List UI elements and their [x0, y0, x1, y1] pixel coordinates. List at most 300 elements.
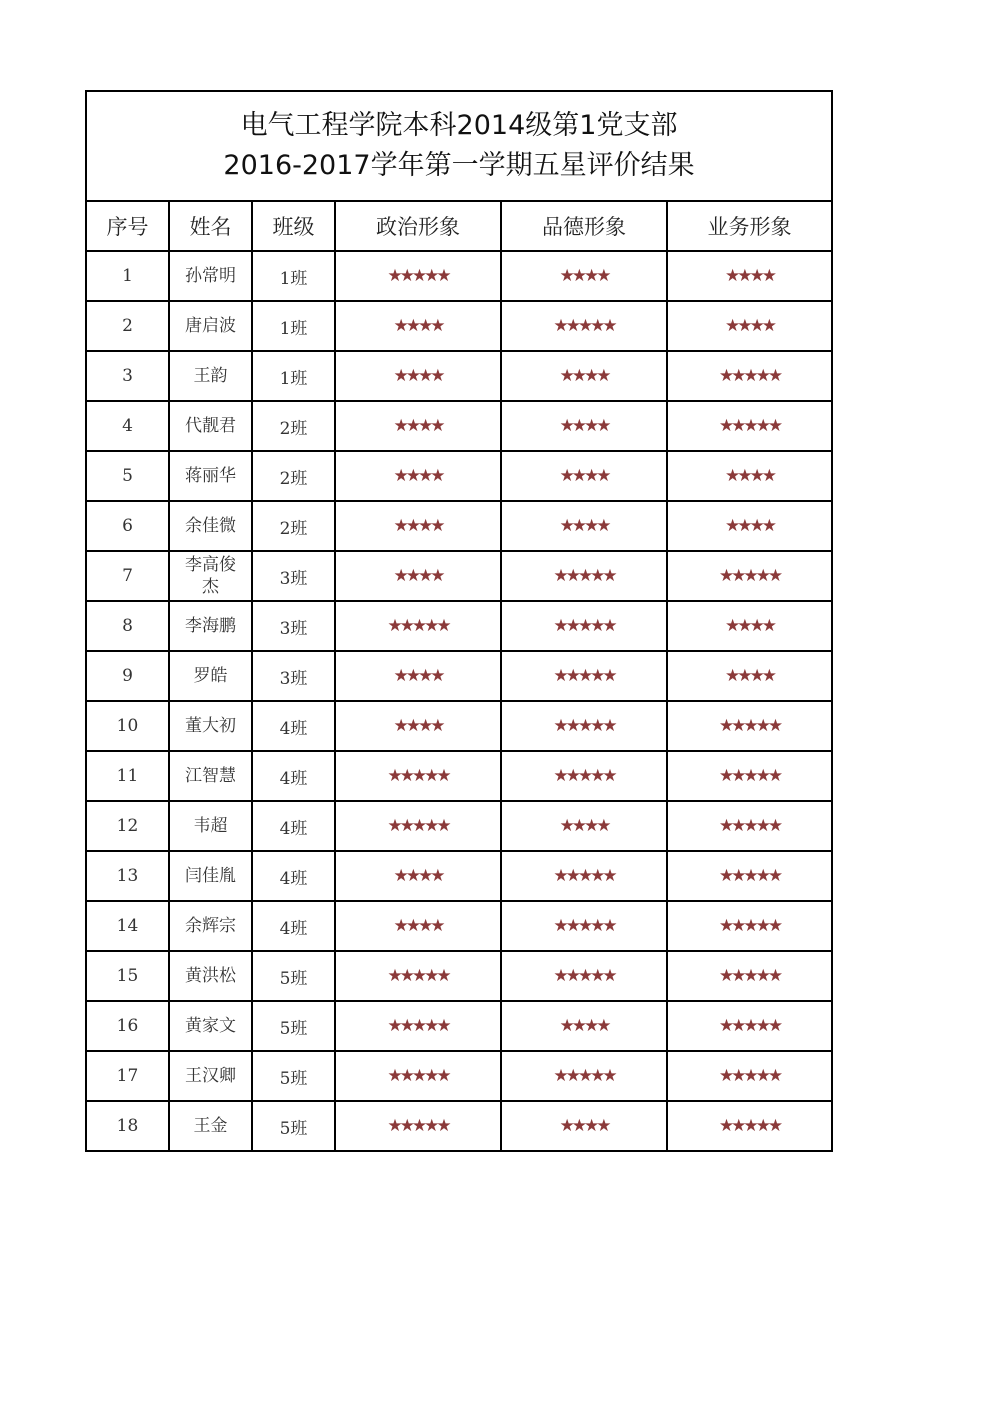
cell-name: 王韵: [169, 351, 252, 401]
cell-political-stars: [335, 801, 501, 851]
star-icon: ★: [565, 966, 578, 986]
star-icon: ★: [436, 766, 449, 786]
star-icon: ★: [387, 966, 400, 986]
header-class: 班级: [252, 201, 335, 251]
star-icon: ★: [602, 966, 615, 986]
star-icon: ★: [749, 666, 762, 686]
star-icon: ★: [436, 1066, 449, 1086]
cell-name: 代靓君: [169, 401, 252, 451]
cell-name: 余佳微: [169, 501, 252, 551]
cell-class: 5班: [252, 1051, 335, 1101]
header-row: [86, 201, 832, 251]
cell-moral-stars: [501, 1101, 667, 1151]
cell-name: 闫佳胤: [169, 851, 252, 901]
star-icon: ★: [424, 1116, 437, 1136]
star-icon: ★: [718, 1066, 732, 1086]
star-icon: ★: [725, 266, 738, 286]
star-icon: ★: [761, 266, 774, 286]
star-icon: ★: [743, 566, 756, 586]
cell-political-stars: [335, 1101, 501, 1151]
star-icon: ★: [602, 866, 615, 886]
star-icon: ★: [553, 716, 566, 736]
cell-work-stars: [667, 851, 832, 901]
star-icon: ★: [399, 616, 412, 636]
star-icon: ★: [577, 766, 591, 786]
star-icon: ★: [718, 366, 732, 386]
star-icon: ★: [418, 516, 431, 536]
cell-number: 18: [86, 1101, 169, 1151]
cell-work-stars: [667, 1001, 832, 1051]
cell-political-stars: [335, 301, 501, 351]
star-icon: ★: [749, 516, 762, 536]
star-icon: ★: [571, 416, 584, 436]
cell-work-stars: [667, 301, 832, 351]
cell-name: 余辉宗: [169, 901, 252, 951]
cell-number: 5: [86, 451, 169, 501]
table-row: [86, 551, 832, 601]
star-icon: ★: [596, 1116, 609, 1136]
star-icon: ★: [602, 616, 615, 636]
star-icon: ★: [602, 316, 615, 336]
star-icon: ★: [424, 1016, 437, 1036]
star-icon: ★: [571, 466, 584, 486]
cell-name: 黄洪松: [169, 951, 252, 1001]
star-icon: ★: [436, 616, 449, 636]
star-icon: ★: [725, 516, 738, 536]
star-icon: ★: [577, 316, 591, 336]
star-icon: ★: [725, 616, 738, 636]
table-row: [86, 801, 832, 851]
cell-name: 孙常明: [169, 251, 252, 301]
star-icon: ★: [393, 916, 406, 936]
header-number: 序号: [86, 201, 169, 251]
star-icon: ★: [743, 1066, 756, 1086]
title-line-1: 电气工程学院本科2014级第1党支部: [240, 110, 678, 141]
star-icon: ★: [761, 466, 774, 486]
star-icon: ★: [767, 416, 781, 436]
star-icon: ★: [565, 766, 578, 786]
cell-political-stars: [335, 951, 501, 1001]
star-icon: ★: [767, 716, 781, 736]
table-row: [86, 951, 832, 1001]
cell-work-stars: [667, 551, 832, 601]
cell-class: 5班: [252, 951, 335, 1001]
star-icon: ★: [565, 616, 578, 636]
star-icon: ★: [565, 666, 578, 686]
cell-moral-stars: [501, 551, 667, 601]
cell-number: 17: [86, 1051, 169, 1101]
star-icon: ★: [731, 566, 744, 586]
star-icon: ★: [761, 616, 774, 636]
star-icon: ★: [577, 566, 591, 586]
star-icon: ★: [755, 716, 768, 736]
cell-class: 3班: [252, 651, 335, 701]
star-icon: ★: [399, 1016, 412, 1036]
cell-number: 16: [86, 1001, 169, 1051]
table-title: [86, 91, 832, 201]
star-icon: ★: [737, 666, 750, 686]
star-icon: ★: [553, 866, 566, 886]
cell-moral-stars: [501, 901, 667, 951]
star-icon: ★: [411, 766, 425, 786]
star-icon: ★: [590, 616, 603, 636]
star-icon: ★: [718, 1116, 732, 1136]
cell-moral-stars: [501, 651, 667, 701]
star-icon: ★: [571, 516, 584, 536]
star-icon: ★: [590, 566, 603, 586]
star-icon: ★: [405, 566, 418, 586]
star-icon: ★: [571, 816, 584, 836]
star-icon: ★: [430, 666, 443, 686]
star-icon: ★: [387, 816, 400, 836]
table-body: [86, 251, 832, 1151]
star-icon: ★: [418, 666, 431, 686]
star-icon: ★: [393, 466, 406, 486]
star-icon: ★: [393, 666, 406, 686]
table-row: [86, 301, 832, 351]
star-icon: ★: [584, 1116, 597, 1136]
cell-class: 4班: [252, 851, 335, 901]
star-icon: ★: [590, 716, 603, 736]
cell-political-stars: [335, 851, 501, 901]
star-icon: ★: [436, 816, 449, 836]
cell-name: 董大初: [169, 701, 252, 751]
star-icon: ★: [405, 666, 418, 686]
star-icon: ★: [436, 1016, 449, 1036]
table-row: [86, 851, 832, 901]
star-icon: ★: [571, 1116, 584, 1136]
star-icon: ★: [602, 1066, 615, 1086]
star-icon: ★: [571, 266, 584, 286]
star-icon: ★: [596, 266, 609, 286]
table-row: [86, 451, 832, 501]
star-icon: ★: [767, 816, 781, 836]
star-icon: ★: [755, 366, 768, 386]
cell-number: 8: [86, 601, 169, 651]
star-icon: ★: [430, 516, 443, 536]
star-icon: ★: [590, 666, 603, 686]
star-icon: ★: [755, 1116, 768, 1136]
star-icon: ★: [418, 366, 431, 386]
cell-number: 1: [86, 251, 169, 301]
star-icon: ★: [424, 966, 437, 986]
star-icon: ★: [718, 716, 732, 736]
star-icon: ★: [596, 366, 609, 386]
star-icon: ★: [418, 466, 431, 486]
cell-moral-stars: [501, 401, 667, 451]
cell-class: 4班: [252, 801, 335, 851]
table-row: [86, 901, 832, 951]
star-icon: ★: [430, 366, 443, 386]
star-icon: ★: [743, 966, 756, 986]
star-icon: ★: [418, 866, 431, 886]
star-icon: ★: [737, 516, 750, 536]
star-icon: ★: [743, 716, 756, 736]
star-icon: ★: [755, 1016, 768, 1036]
star-icon: ★: [430, 916, 443, 936]
cell-class: 3班: [252, 601, 335, 651]
cell-number: 4: [86, 401, 169, 451]
star-icon: ★: [767, 1116, 781, 1136]
star-icon: ★: [584, 366, 597, 386]
title-line-2: 2016-2017学年第一学期五星评价结果: [223, 150, 695, 181]
star-icon: ★: [743, 916, 756, 936]
star-icon: ★: [405, 366, 418, 386]
star-icon: ★: [565, 1066, 578, 1086]
star-icon: ★: [565, 316, 578, 336]
cell-number: 14: [86, 901, 169, 951]
star-icon: ★: [767, 566, 781, 586]
star-icon: ★: [718, 816, 732, 836]
cell-name: 李高俊杰: [169, 551, 252, 601]
star-icon: ★: [602, 566, 615, 586]
star-icon: ★: [559, 1016, 572, 1036]
cell-name: 李海鹏: [169, 601, 252, 651]
cell-work-stars: [667, 701, 832, 751]
star-icon: ★: [577, 866, 591, 886]
cell-moral-stars: [501, 951, 667, 1001]
cell-number: 7: [86, 551, 169, 601]
table-row: [86, 401, 832, 451]
cell-moral-stars: [501, 701, 667, 751]
star-icon: ★: [602, 916, 615, 936]
star-icon: ★: [553, 666, 566, 686]
star-icon: ★: [743, 766, 756, 786]
cell-class: 2班: [252, 451, 335, 501]
star-icon: ★: [737, 466, 750, 486]
cell-moral-stars: [501, 451, 667, 501]
star-icon: ★: [725, 466, 738, 486]
header-political: 政治形象: [335, 201, 501, 251]
table-row: [86, 701, 832, 751]
star-icon: ★: [387, 766, 400, 786]
star-icon: ★: [725, 666, 738, 686]
star-icon: ★: [718, 566, 732, 586]
star-icon: ★: [767, 966, 781, 986]
cell-political-stars: [335, 751, 501, 801]
star-icon: ★: [405, 466, 418, 486]
star-icon: ★: [399, 816, 412, 836]
cell-class: 4班: [252, 901, 335, 951]
table-row: [86, 751, 832, 801]
star-icon: ★: [399, 1066, 412, 1086]
cell-number: 9: [86, 651, 169, 701]
star-icon: ★: [411, 966, 425, 986]
star-icon: ★: [731, 1066, 744, 1086]
star-icon: ★: [418, 916, 431, 936]
star-icon: ★: [596, 466, 609, 486]
cell-name: 唐启波: [169, 301, 252, 351]
cell-number: 3: [86, 351, 169, 401]
cell-moral-stars: [501, 751, 667, 801]
star-icon: ★: [767, 1066, 781, 1086]
star-icon: ★: [584, 516, 597, 536]
star-icon: ★: [405, 916, 418, 936]
star-icon: ★: [565, 566, 578, 586]
star-icon: ★: [559, 466, 572, 486]
star-icon: ★: [584, 816, 597, 836]
star-icon: ★: [743, 866, 756, 886]
cell-political-stars: [335, 651, 501, 701]
cell-moral-stars: [501, 801, 667, 851]
star-icon: ★: [737, 266, 750, 286]
star-icon: ★: [718, 916, 732, 936]
star-icon: ★: [571, 1016, 584, 1036]
cell-class: 3班: [252, 551, 335, 601]
table-row: [86, 1101, 832, 1151]
star-icon: ★: [393, 366, 406, 386]
star-icon: ★: [584, 266, 597, 286]
star-icon: ★: [590, 1066, 603, 1086]
star-icon: ★: [755, 1066, 768, 1086]
star-icon: ★: [553, 616, 566, 636]
star-icon: ★: [430, 316, 443, 336]
star-icon: ★: [430, 566, 443, 586]
cell-political-stars: [335, 401, 501, 451]
star-icon: ★: [436, 966, 449, 986]
star-icon: ★: [430, 716, 443, 736]
star-icon: ★: [731, 916, 744, 936]
cell-class: 2班: [252, 501, 335, 551]
star-icon: ★: [387, 1066, 400, 1086]
cell-work-stars: [667, 501, 832, 551]
star-icon: ★: [731, 416, 744, 436]
star-icon: ★: [755, 766, 768, 786]
star-icon: ★: [424, 266, 437, 286]
star-icon: ★: [577, 616, 591, 636]
cell-number: 2: [86, 301, 169, 351]
cell-number: 13: [86, 851, 169, 901]
star-icon: ★: [725, 316, 738, 336]
cell-work-stars: [667, 601, 832, 651]
star-icon: ★: [590, 766, 603, 786]
star-icon: ★: [411, 1116, 425, 1136]
cell-political-stars: [335, 451, 501, 501]
star-icon: ★: [387, 616, 400, 636]
star-icon: ★: [718, 866, 732, 886]
cell-political-stars: [335, 1051, 501, 1101]
cell-number: 15: [86, 951, 169, 1001]
star-icon: ★: [565, 866, 578, 886]
cell-work-stars: [667, 651, 832, 701]
star-icon: ★: [399, 1116, 412, 1136]
cell-number: 11: [86, 751, 169, 801]
star-icon: ★: [571, 366, 584, 386]
star-icon: ★: [387, 266, 400, 286]
star-icon: ★: [393, 316, 406, 336]
star-icon: ★: [411, 616, 425, 636]
star-icon: ★: [767, 766, 781, 786]
cell-name: 王汉卿: [169, 1051, 252, 1101]
cell-moral-stars: [501, 851, 667, 901]
star-icon: ★: [755, 816, 768, 836]
evaluation-sheet: [85, 90, 831, 1152]
star-icon: ★: [718, 1016, 732, 1036]
cell-class: 1班: [252, 351, 335, 401]
header-moral: 品德形象: [501, 201, 667, 251]
star-icon: ★: [602, 666, 615, 686]
star-icon: ★: [749, 616, 762, 636]
star-icon: ★: [565, 916, 578, 936]
star-icon: ★: [411, 1016, 425, 1036]
star-icon: ★: [399, 766, 412, 786]
star-icon: ★: [755, 566, 768, 586]
star-icon: ★: [553, 316, 566, 336]
cell-moral-stars: [501, 1001, 667, 1051]
cell-work-stars: [667, 951, 832, 1001]
cell-work-stars: [667, 251, 832, 301]
cell-moral-stars: [501, 301, 667, 351]
star-icon: ★: [755, 966, 768, 986]
star-icon: ★: [424, 616, 437, 636]
star-icon: ★: [731, 716, 744, 736]
star-icon: ★: [590, 316, 603, 336]
star-icon: ★: [767, 916, 781, 936]
star-icon: ★: [436, 1116, 449, 1136]
star-icon: ★: [761, 316, 774, 336]
cell-number: 12: [86, 801, 169, 851]
cell-political-stars: [335, 501, 501, 551]
star-icon: ★: [596, 516, 609, 536]
star-icon: ★: [596, 1016, 609, 1036]
star-icon: ★: [387, 1016, 400, 1036]
star-icon: ★: [590, 866, 603, 886]
star-icon: ★: [393, 416, 406, 436]
cell-moral-stars: [501, 501, 667, 551]
star-icon: ★: [559, 266, 572, 286]
cell-number: 6: [86, 501, 169, 551]
star-icon: ★: [559, 416, 572, 436]
star-icon: ★: [418, 716, 431, 736]
star-icon: ★: [559, 816, 572, 836]
cell-class: 5班: [252, 1101, 335, 1151]
star-icon: ★: [731, 816, 744, 836]
cell-class: 1班: [252, 301, 335, 351]
star-icon: ★: [577, 916, 591, 936]
table-row: [86, 501, 832, 551]
cell-political-stars: [335, 601, 501, 651]
star-icon: ★: [405, 866, 418, 886]
cell-name: 江智慧: [169, 751, 252, 801]
cell-work-stars: [667, 901, 832, 951]
star-icon: ★: [731, 966, 744, 986]
cell-political-stars: [335, 251, 501, 301]
table-row: [86, 651, 832, 701]
star-icon: ★: [731, 766, 744, 786]
star-icon: ★: [553, 766, 566, 786]
cell-work-stars: [667, 751, 832, 801]
star-icon: ★: [731, 1116, 744, 1136]
star-icon: ★: [602, 716, 615, 736]
star-icon: ★: [430, 466, 443, 486]
star-icon: ★: [755, 916, 768, 936]
cell-class: 4班: [252, 701, 335, 751]
cell-work-stars: [667, 1101, 832, 1151]
star-icon: ★: [743, 1016, 756, 1036]
star-icon: ★: [430, 416, 443, 436]
star-icon: ★: [399, 266, 412, 286]
cell-work-stars: [667, 801, 832, 851]
evaluation-table: [85, 90, 833, 1152]
star-icon: ★: [399, 966, 412, 986]
cell-moral-stars: [501, 1051, 667, 1101]
star-icon: ★: [411, 1066, 425, 1086]
star-icon: ★: [767, 366, 781, 386]
cell-moral-stars: [501, 601, 667, 651]
star-icon: ★: [584, 466, 597, 486]
star-icon: ★: [731, 1016, 744, 1036]
star-icon: ★: [767, 866, 781, 886]
